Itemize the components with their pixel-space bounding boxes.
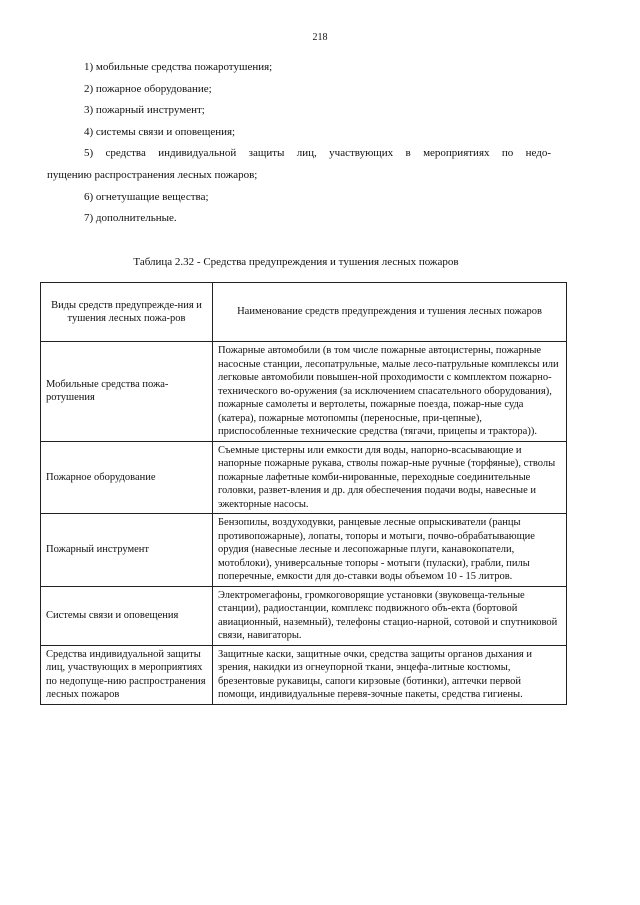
row-type: Мобильные средства пожа-ротушения: [41, 342, 213, 442]
row-type: Средства индивидуальной защиты лиц, участвующих в мероприятиях по недопуще-нию распространения лесных пожаров: [41, 645, 213, 704]
table-row: [41, 441, 567, 514]
table-row: [41, 586, 567, 645]
row-items: Электромегафоны, громкоговорящие установки (звуковеща-тельные станции), радиостанции, комплекс подвижного объ-екта (бортовой авиационный, наземный), телефоны стацио-нарной, сотовой и спутниковой связи, навигаторы.: [213, 586, 567, 645]
row-type: Системы связи и оповещения: [41, 586, 213, 645]
means-list: [47, 60, 551, 233]
table-header-row: [41, 283, 567, 342]
table-row: [41, 514, 567, 587]
list-item: 2) пожарное оборудование;: [84, 82, 212, 95]
list-item-continuation: пущению распространения лесных пожаров;: [47, 168, 258, 181]
row-items: Бензопилы, воздуходувки, ранцевые лесные опрыскиватели (ранцы противопожарные), лопаты, топоры и мотыги, почво-обрабатывающие орудия (навесные лесные и лесопожарные плуги, канавокопатели, мотоблоки), универсальные топоры - мотыги (пуласки), грабли, пилы поперечные, емкости для до-ставки воды объемом 10 - 15 литров.: [213, 514, 567, 587]
table-row: [41, 645, 567, 704]
page-number: 218: [312, 32, 328, 43]
row-items: Пожарные автомобили (в том числе пожарные автоцистерны, пожарные насосные станции, лесопатрульные, малые лесо-патрульные комплексы или легковые автомобили повышен-ной проходимости с комплектом пожарно-технического во-оружения (за исключением спасательного оборудования), пожарные самолеты и вертолеты, пожарные поезда, пожар-ные суда (катера), пожарные мотопомпы (переносные, при-цепные), приспособленные технические средства (тягачи, прицепы и трактора)).: [213, 342, 567, 442]
fire-means-table: [40, 282, 567, 705]
list-item: 7) дополнительные.: [84, 212, 177, 225]
column-header-types: Виды средств предупрежде-ния и тушения лесных пожа-ров: [41, 283, 213, 342]
row-items: Защитные каски, защитные очки, средства защиты органов дыхания и зрения, накидки из огнеупорной ткани, энцефа-литные костюмы, брезентовые рукавицы, сапоги кирзовые (ботинки), аптечки первой помощи, индивидуальные перевя-зочные пакеты, средства гигиены.: [213, 645, 567, 704]
list-item: 6) огнетушащие вещества;: [84, 190, 209, 203]
list-item: 3) пожарный инструмент;: [84, 104, 205, 117]
list-item: 4) системы связи и оповещения;: [84, 125, 236, 138]
row-type: Пожарное оборудование: [41, 441, 213, 514]
table-caption: Таблица 2.32 - Средства предупреждения и тушения лесных пожаров: [133, 256, 459, 268]
table-row: [41, 342, 567, 442]
list-item: 5) средства индивидуальной защиты лиц, участвующих в мероприятиях по недо-: [84, 147, 551, 160]
column-header-names: Наименование средств предупреждения и тушения лесных пожаров: [213, 283, 567, 342]
list-item: 1) мобильные средства пожаротушения;: [84, 61, 273, 73]
row-type: Пожарный инструмент: [41, 514, 213, 587]
row-items: Съемные цистерны или емкости для воды, напорно-всасывающие и напорные пожарные рукава, стволы пожар-ные ручные (торфяные), стволы пожарные лафетные комби-нированные, переходные соединительные головки, развет-вления и др. для обеспечения подачи воды, навесные и эжекторные насосы.: [213, 441, 567, 514]
